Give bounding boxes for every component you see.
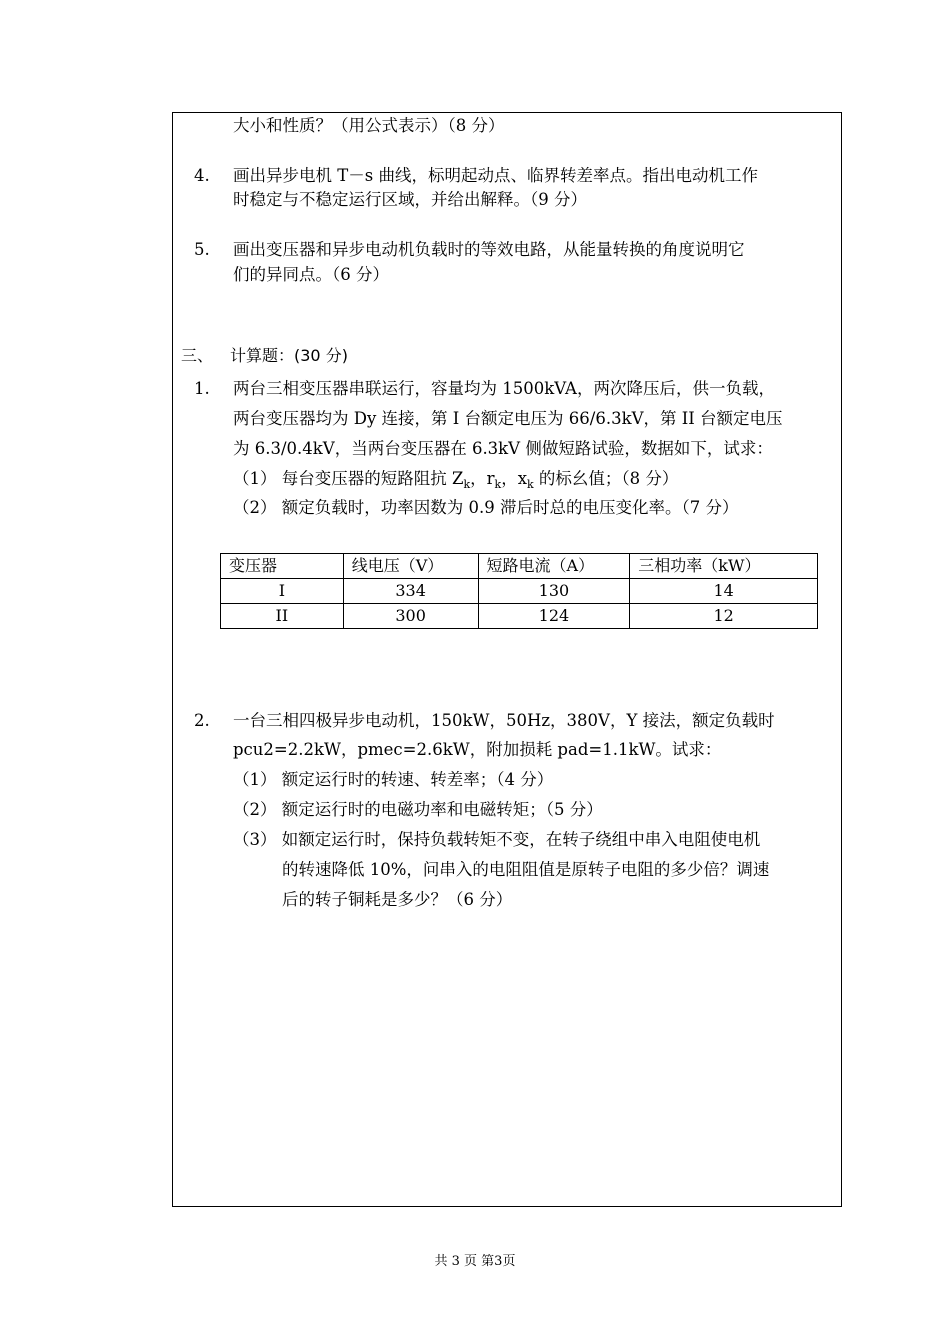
- c2-line-2: pcu2=2.2kW，pmec=2.6kW，附加损耗 pad=1.1kW。试求：: [233, 740, 722, 759]
- q5-line-2: 们的异同点。（6 分）: [233, 265, 389, 284]
- section-3-number: 三、: [181, 346, 214, 365]
- short-circuit-test-table: [220, 553, 818, 629]
- c1-sub-1-r: ，r: [470, 469, 495, 488]
- c1-sub-1-k3: k: [527, 478, 534, 491]
- q4-number: 4.: [194, 166, 210, 185]
- table-cell: 14: [630, 579, 818, 604]
- table-row: [221, 604, 818, 629]
- table-cell: II: [221, 604, 344, 629]
- table-cell: 334: [343, 579, 478, 604]
- c2-sub-2: （2） 额定运行时的电磁功率和电磁转矩；（5 分）: [233, 800, 603, 819]
- table-header-row: [221, 554, 818, 579]
- table-cell: 124: [478, 604, 630, 629]
- c1-line-3: 为 6.3/0.4kV，当两台变压器在 6.3kV 侧做短路试验，数据如下，试求：: [233, 439, 773, 458]
- q5-line-1: 画出变压器和异步电动机负载时的等效电路，从能量转换的角度说明它: [233, 240, 745, 259]
- c1-sub-1: [233, 469, 678, 495]
- q5-number: 5.: [194, 240, 210, 259]
- c2-sub-3-line-2: 的转速降低 10%，问串入的电阻阻值是原转子电阻的多少倍？调速: [282, 860, 770, 879]
- c1-sub-1-k2: k: [494, 478, 502, 491]
- table-header-cell: 变压器: [221, 554, 344, 579]
- table-cell: I: [221, 579, 344, 604]
- c1-sub-1-prefix: （1） 每台变压器的短路阻抗 Z: [233, 469, 464, 488]
- c2-sub-3-line-1: （3） 如额定运行时，保持负载转矩不变，在转子绕组中串入电阻使电机: [233, 830, 761, 849]
- table-cell: 300: [343, 604, 478, 629]
- c1-line-2: 两台变压器均为 Dy 连接，第 I 台额定电压为 66/6.3kV，第 II 台额定电压: [233, 409, 783, 428]
- table-header-cell: 线电压（V）: [343, 554, 478, 579]
- table-header-cell: 三相功率（kW）: [630, 554, 818, 579]
- c1-sub-1-x: ，x: [501, 469, 527, 488]
- c1-line-1: 两台三相变压器串联运行，容量均为 1500kVA，两次降压后，供一负载，: [233, 379, 775, 398]
- table-header-cell: 短路电流（A）: [478, 554, 630, 579]
- c2-line-1: 一台三相四极异步电动机，150kW，50Hz，380V，Y 接法，额定负载时: [233, 711, 775, 730]
- q4-line-2: 时稳定与不稳定运行区域，并给出解释。（9 分）: [233, 190, 587, 209]
- q3-tail: 大小和性质？（用公式表示）（8 分）: [233, 116, 505, 135]
- table-cell: 130: [478, 579, 630, 604]
- c2-number: 2.: [194, 711, 210, 730]
- c1-sub-1-suffix: 的标幺值；（8 分）: [533, 469, 679, 488]
- q4-line-1: 画出异步电机 T－s 曲线，标明起动点、临界转差率点。指出电动机工作: [233, 166, 758, 185]
- c2-sub-1: （1） 额定运行时的转速、转差率；（4 分）: [233, 770, 554, 789]
- page-footer: 共 3 页 第3页: [434, 1254, 516, 1269]
- c1-sub-1-k1: k: [463, 478, 471, 491]
- c1-sub-2: （2） 额定负载时，功率因数为 0.9 滞后时总的电压变化率。（7 分）: [233, 498, 739, 517]
- section-3-title: 计算题：(30 分): [230, 346, 348, 365]
- table-cell: 12: [630, 604, 818, 629]
- table-row: [221, 579, 818, 604]
- c1-number: 1.: [194, 379, 210, 398]
- c2-sub-3-line-3: 后的转子铜耗是多少？（6 分）: [282, 890, 513, 909]
